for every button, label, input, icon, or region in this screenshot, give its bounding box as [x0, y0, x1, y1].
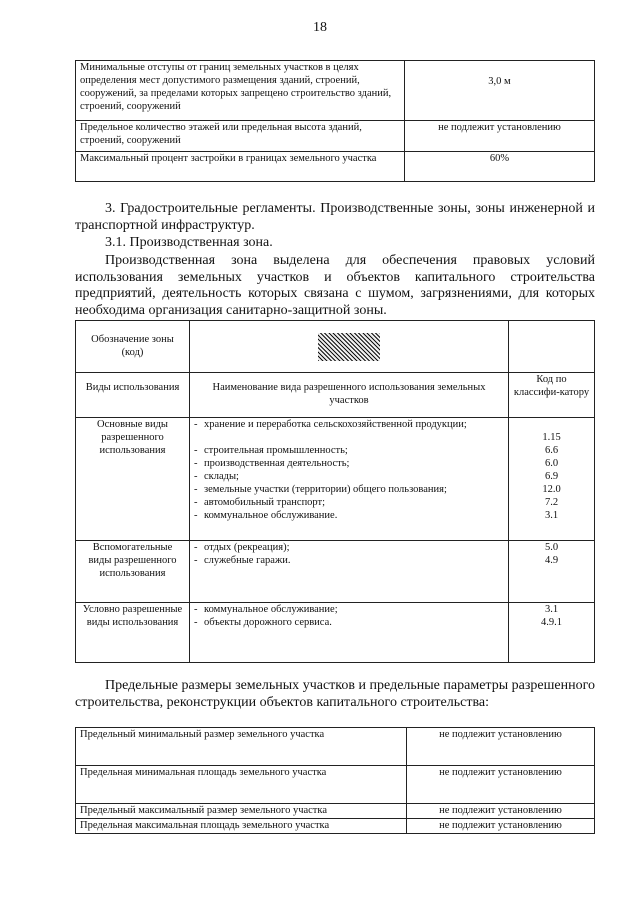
value-cell: не подлежит установлению	[407, 819, 595, 834]
table-row	[76, 418, 595, 541]
code-value: 6.9	[544, 471, 559, 482]
table-row	[76, 61, 595, 121]
table-row	[76, 819, 595, 834]
list-item: - отдых (рекреация);	[194, 542, 290, 553]
section-heading: 3. Градостроительные регламенты. Производственные зоны, зоны инженерной и транспортной инфраструктур.	[75, 201, 595, 233]
group-items	[190, 541, 509, 603]
list-item: - объекты дорожного сервиса.	[194, 617, 332, 628]
code-value: 6.0	[544, 458, 559, 469]
value-cell: не подлежит установлению	[407, 766, 595, 804]
code-value: 4.9.1	[541, 617, 562, 628]
zone-code-cell	[190, 321, 509, 373]
group-codes	[509, 418, 595, 541]
param-cell: Предельный минимальный размер земельного участка	[76, 728, 407, 766]
param-cell: Предельный максимальный размер земельного участка	[76, 804, 407, 819]
value-cell: не подлежит установлению	[407, 728, 595, 766]
header-row	[76, 373, 595, 418]
header-code: Код по классифи-катору	[509, 373, 595, 418]
code-value: 3.1	[544, 510, 559, 521]
param-cell: Предельное количество этажей или предельная высота зданий, строений, сооружений	[76, 121, 405, 152]
zone-hatch-symbol	[318, 333, 380, 361]
code-value: 5.0	[544, 542, 559, 553]
limits-table	[75, 727, 595, 834]
code-value: 3.1	[544, 604, 559, 615]
table-row	[76, 728, 595, 766]
header-name: Наименование вида разрешенного использования земельных участков	[190, 373, 509, 418]
limits-intro: Предельные размеры земельных участков и предельные параметры разрешенного строительства, реконструкции объектов капитального строительства:	[75, 678, 595, 710]
group-label: Основные виды разрешенного использования	[76, 418, 190, 541]
list-item: - земельные участки (территории) общего пользования;	[194, 484, 447, 495]
table-row	[76, 152, 595, 182]
code-value: 4.9	[544, 555, 559, 566]
value-cell: не подлежит установлению	[405, 121, 595, 152]
list-item: - хранение и переработка сельскохозяйственной продукции;	[194, 419, 467, 430]
empty-cell	[509, 321, 595, 373]
group-items	[190, 418, 509, 541]
group-items	[190, 603, 509, 663]
value-cell: 60%	[405, 152, 595, 182]
group-label: Вспомогательные виды разрешенного использования	[76, 541, 190, 603]
list-item: - коммунальное обслуживание;	[194, 604, 338, 615]
zone-code-label: Обозначение зоны (код)	[76, 321, 190, 373]
group-codes	[509, 603, 595, 663]
top-parameters-table	[75, 60, 595, 182]
list-item: - автомобильный транспорт;	[194, 497, 326, 508]
list-item: - склады;	[194, 471, 239, 482]
code-value: 6.6	[544, 445, 559, 456]
param-cell: Предельная минимальная площадь земельного участка	[76, 766, 407, 804]
table-row	[76, 804, 595, 819]
value-cell: не подлежит установлению	[407, 804, 595, 819]
group-codes	[509, 541, 595, 603]
zone-description: Производственная зона выделена для обеспечения правовых условий использования земельных участков и объектов капитального строительства предприятий, деятельность которых связана с шумом, загрязнениями, для которых необходима организация санитарно-защитной зоны.	[75, 253, 595, 318]
param-cell: Предельная максимальная площадь земельного участка	[76, 819, 407, 834]
param-cell: Максимальный процент застройки в границах земельного участка	[76, 152, 405, 182]
zone-code-row	[76, 321, 595, 373]
param-cell: Минимальные отступы от границ земельных участков в целях определения мест допустимого размещения зданий, строений, сооружений, за пределами которых запрещено строительство зданий, строений, сооружений	[76, 61, 405, 121]
header-types: Виды использования	[76, 373, 190, 418]
table-row	[76, 541, 595, 603]
code-value: 12.0	[542, 484, 561, 495]
group-label: Условно разрешенные виды использования	[76, 603, 190, 663]
code-value: 1.15	[542, 432, 561, 443]
table-row	[76, 603, 595, 663]
subsection-heading: 3.1. Производственная зона.	[105, 235, 273, 250]
list-item: - строительная промышленность;	[194, 445, 348, 456]
table-row	[76, 121, 595, 152]
permitted-use-table	[75, 320, 595, 663]
table-row	[76, 766, 595, 804]
list-item: - служебные гаражи.	[194, 555, 291, 566]
list-item: - коммунальное обслуживание.	[194, 510, 338, 521]
value-cell: 3,0 м	[405, 61, 595, 121]
page-number: 18	[313, 20, 327, 35]
list-item: - производственная деятельность;	[194, 458, 350, 469]
code-value: 7.2	[544, 497, 559, 508]
